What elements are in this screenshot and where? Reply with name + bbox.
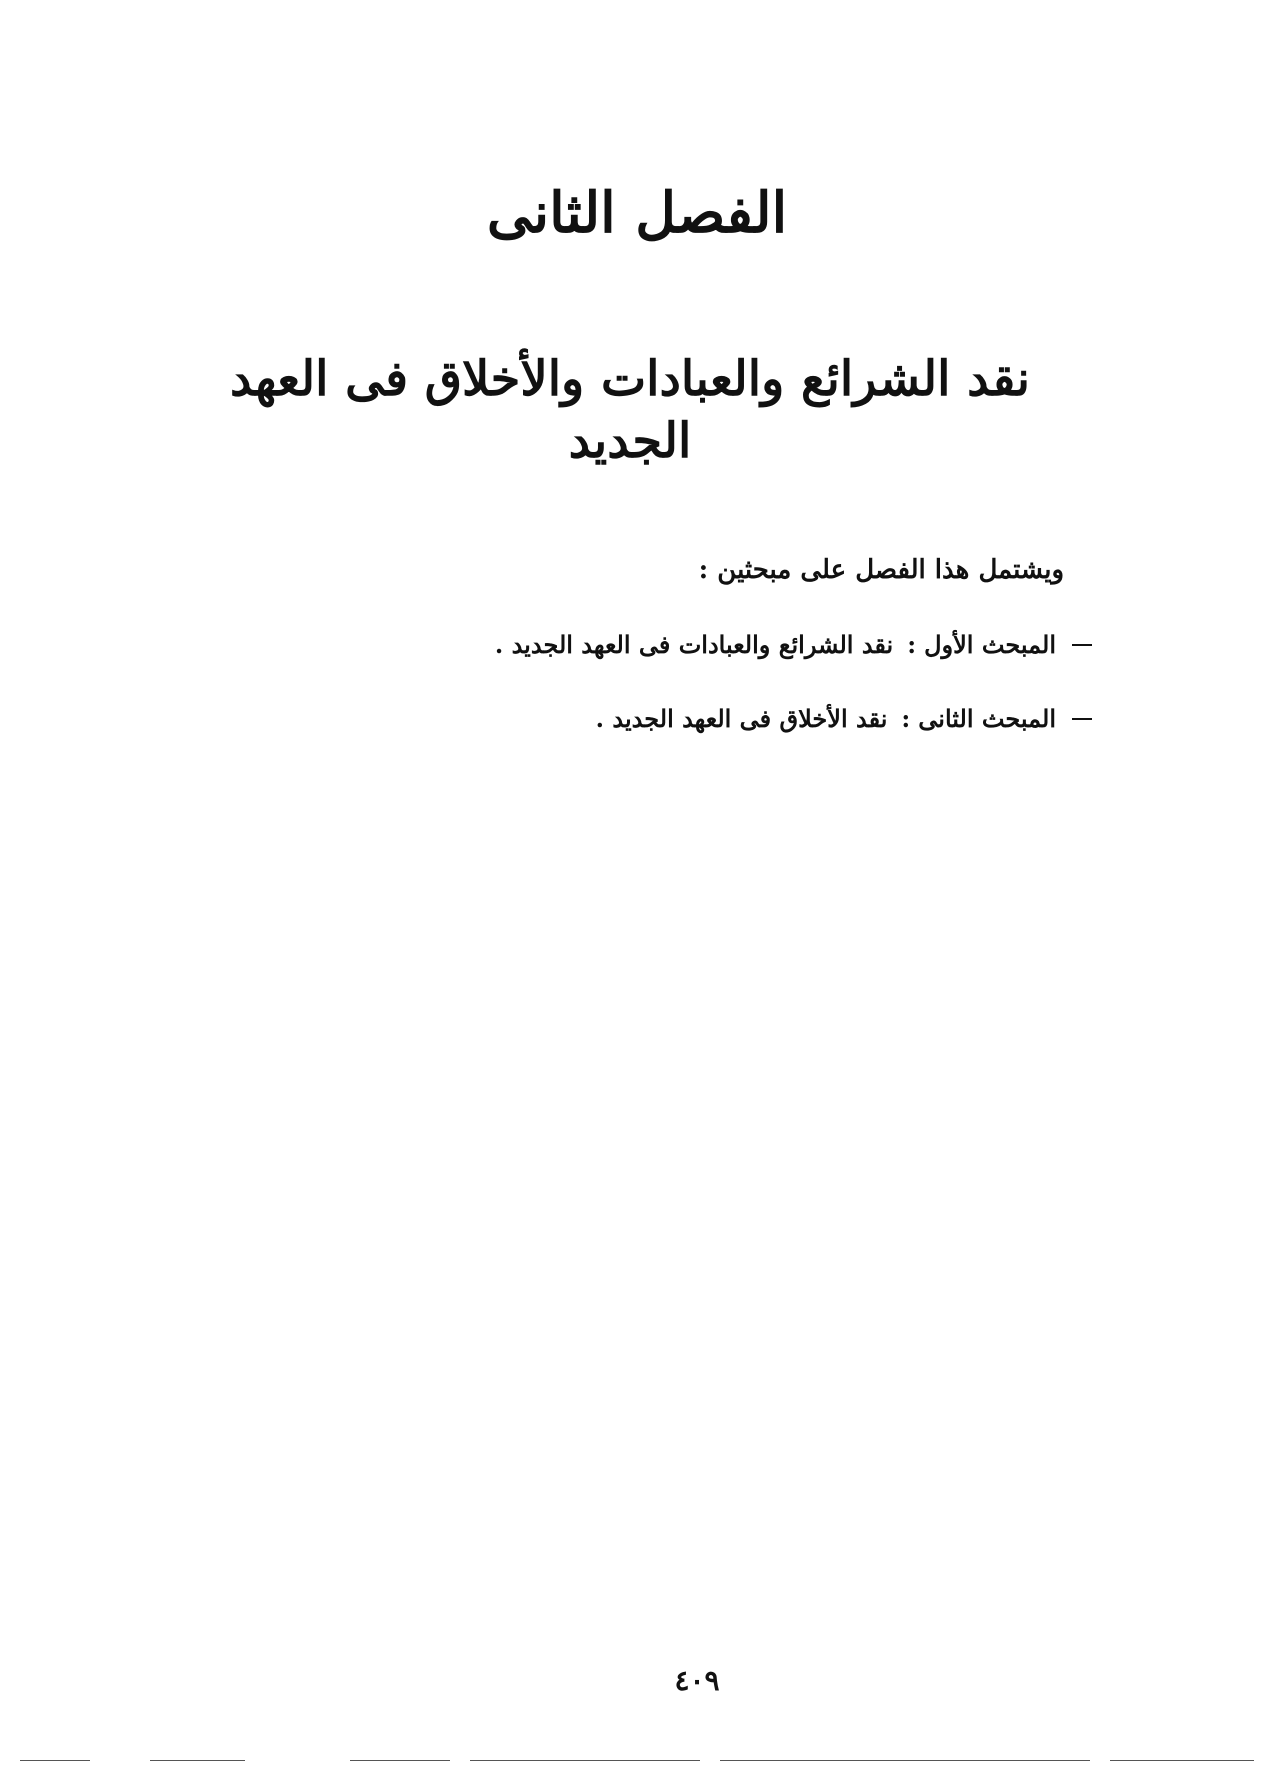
section-label: المبحث الثانى: [918, 703, 1056, 733]
section-colon: :: [907, 630, 917, 659]
section-label: المبحث الأول: [924, 630, 1056, 659]
page-number: ٤٠٩: [674, 1664, 720, 1697]
dash-bullet: [1072, 644, 1092, 646]
section-text: نقد الأخلاق فى العهد الجديد .: [595, 703, 888, 733]
section-item-2: [495, 702, 1092, 736]
section-list: [495, 628, 1092, 775]
section-item-1: [495, 628, 1092, 662]
footer-scan-lines: [20, 1760, 1254, 1762]
intro-text: ويشتمل هذا الفصل على مبحثين :: [698, 555, 1064, 585]
section-text: نقد الشرائع والعبادات فى العهد الجديد .: [494, 630, 894, 659]
dash-bullet: [1072, 718, 1092, 720]
section-colon: :: [901, 703, 911, 733]
chapter-subtitle: نقد الشرائع والعبادات والأخلاق فى العهد الجديد: [229, 351, 1031, 470]
chapter-title: الفصل الثانى: [486, 180, 788, 246]
